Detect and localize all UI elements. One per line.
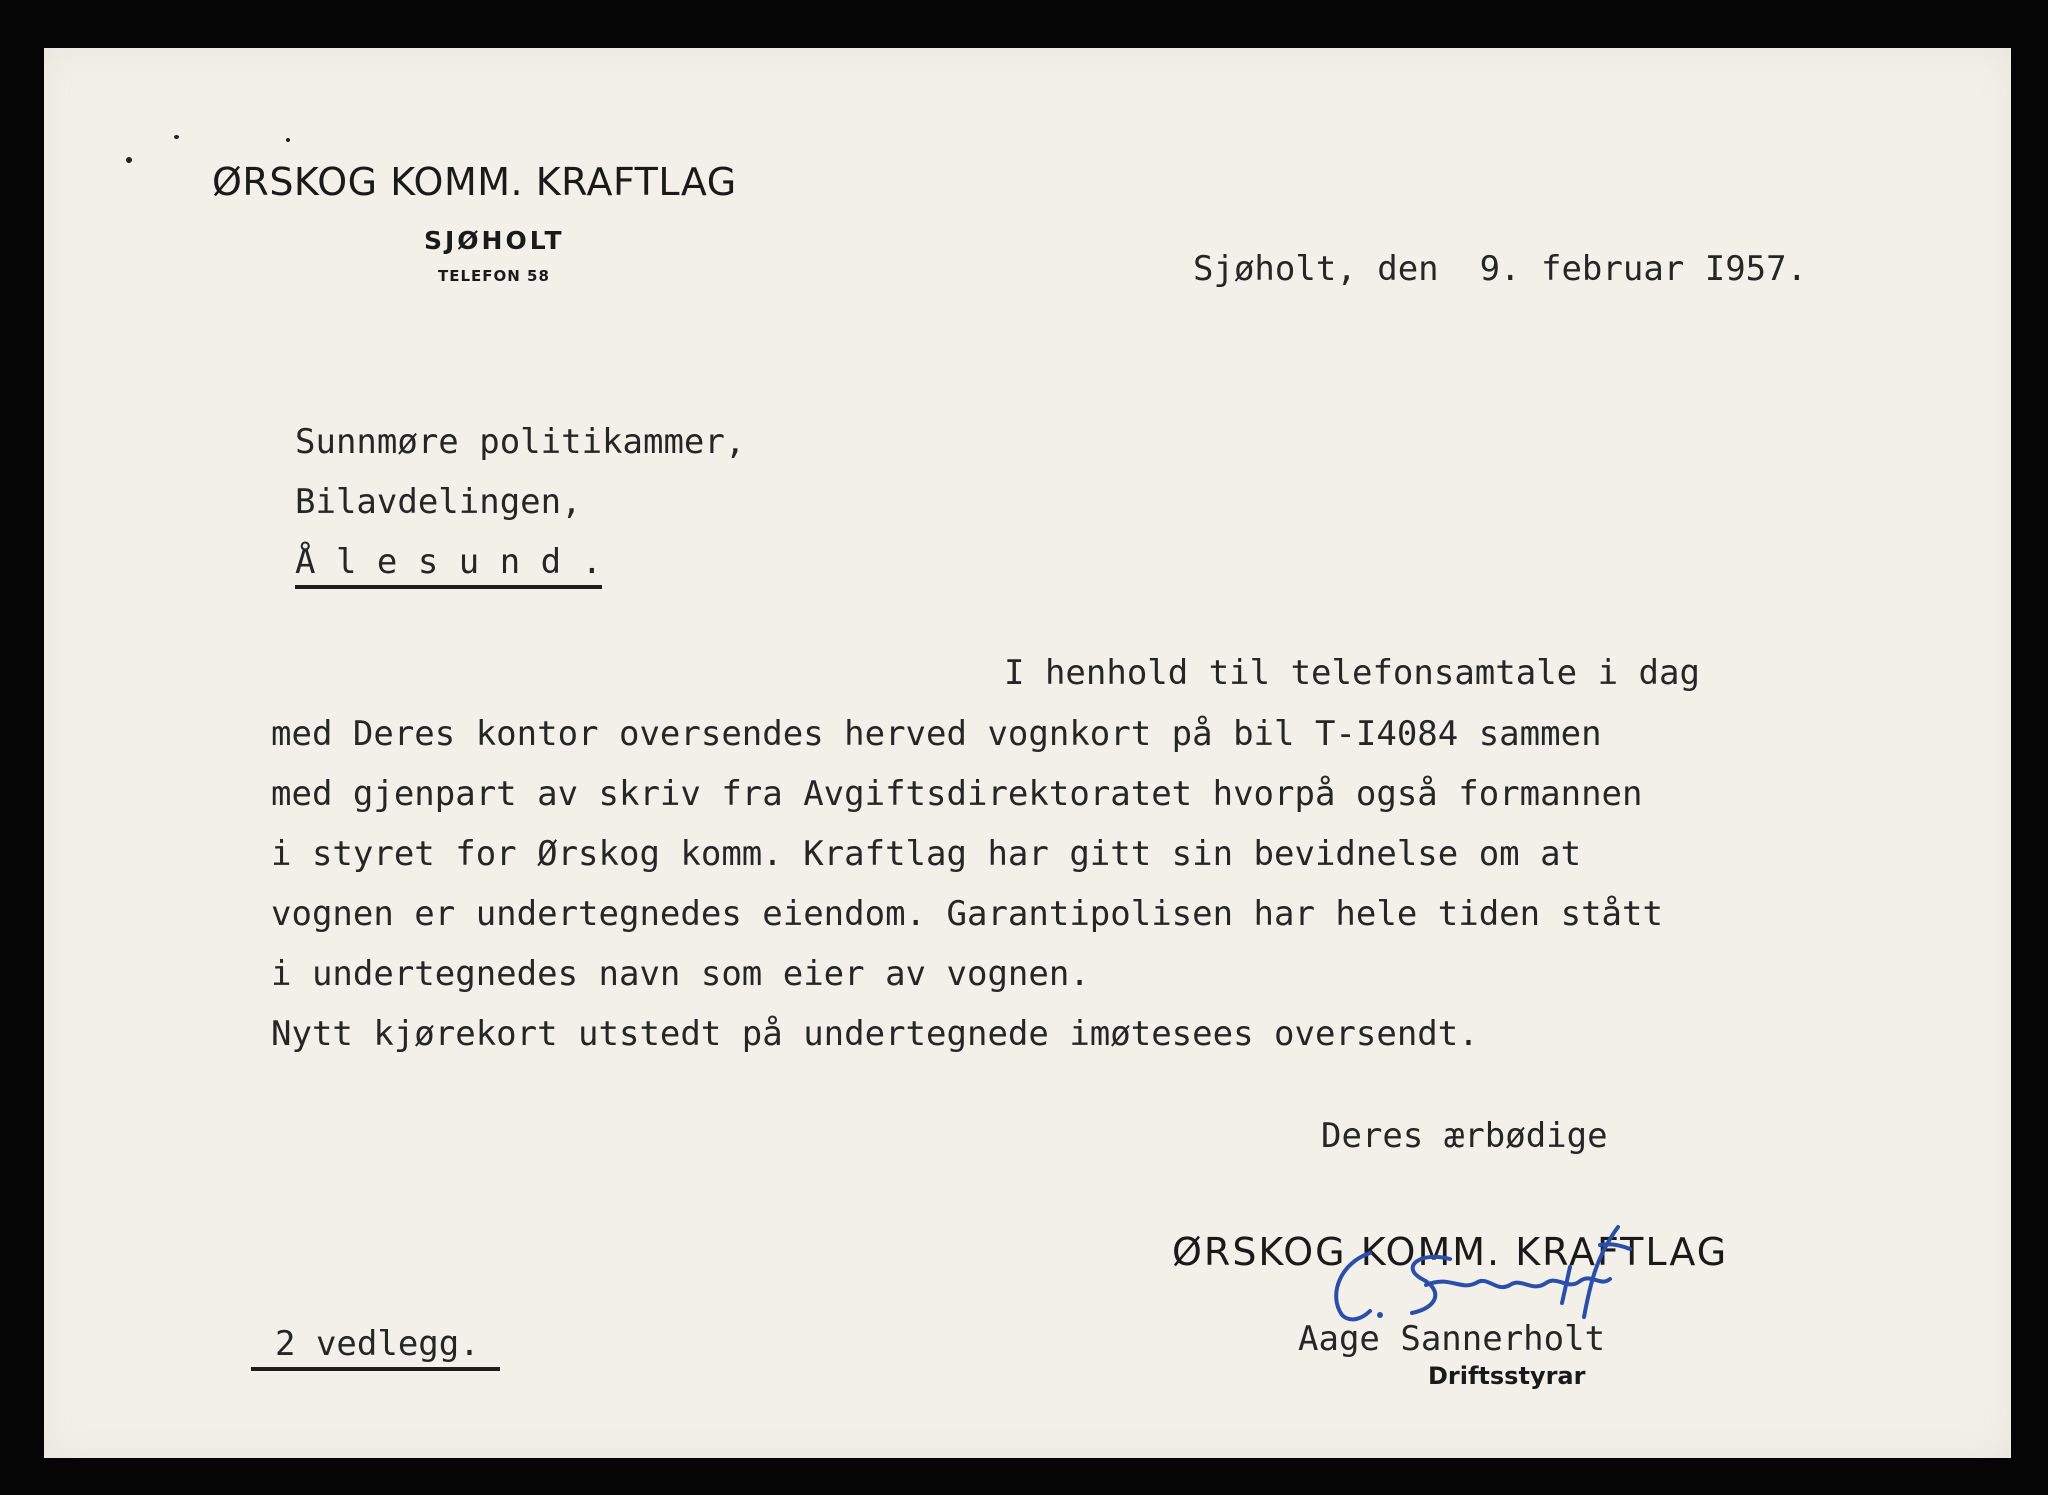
closing: Deres ærbødige	[1321, 1116, 1608, 1156]
signatory-title: Driftsstyrar	[1428, 1362, 1586, 1390]
recipient-line-2: Bilavdelingen,	[295, 482, 582, 522]
body-line-1: I henhold til telefonsamtale i dag	[1004, 653, 1700, 693]
body-line-4: i styret for Ørskog komm. Kraftlag har gitt sin bevidnelse om at	[271, 834, 1582, 874]
signature-organization: ØRSKOG KOMM. KRAFTLAG	[1172, 1230, 1729, 1274]
body-line-2: med Deres kontor oversendes herved vognkort på bil T-I4084 sammen	[271, 714, 1602, 754]
attachments-note: 2 vedlegg.	[251, 1327, 500, 1371]
letterhead-phone: TELEFON 58	[438, 267, 550, 285]
handwritten-signature	[1300, 1215, 1720, 1335]
ink-speck	[126, 157, 132, 163]
body-line-6: i undertegnedes navn som eier av vognen.	[271, 954, 1090, 994]
body-line-5: vognen er undertegnedes eiendom. Garantipolisen har hele tiden stått	[271, 894, 1663, 934]
letterhead-place: SJØHOLT	[424, 226, 565, 255]
letterhead-organization: ØRSKOG KOMM. KRAFTLAG	[212, 160, 737, 204]
signatory-name: Aage Sannerholt	[1298, 1319, 1606, 1359]
ink-speck	[174, 135, 179, 139]
ink-speck	[286, 138, 290, 142]
body-line-7: Nytt kjørekort utstedt på undertegnede imøtesees oversendt.	[271, 1014, 1479, 1054]
body-line-3: med gjenpart av skriv fra Avgiftsdirektoratet hvorpå også formannen	[271, 774, 1643, 814]
recipient-city: Å l e s u n d .	[295, 545, 602, 589]
recipient-line-1: Sunnmøre politikammer,	[295, 422, 746, 462]
date-line: Sjøholt, den 9. februar I957.	[1193, 249, 1808, 289]
